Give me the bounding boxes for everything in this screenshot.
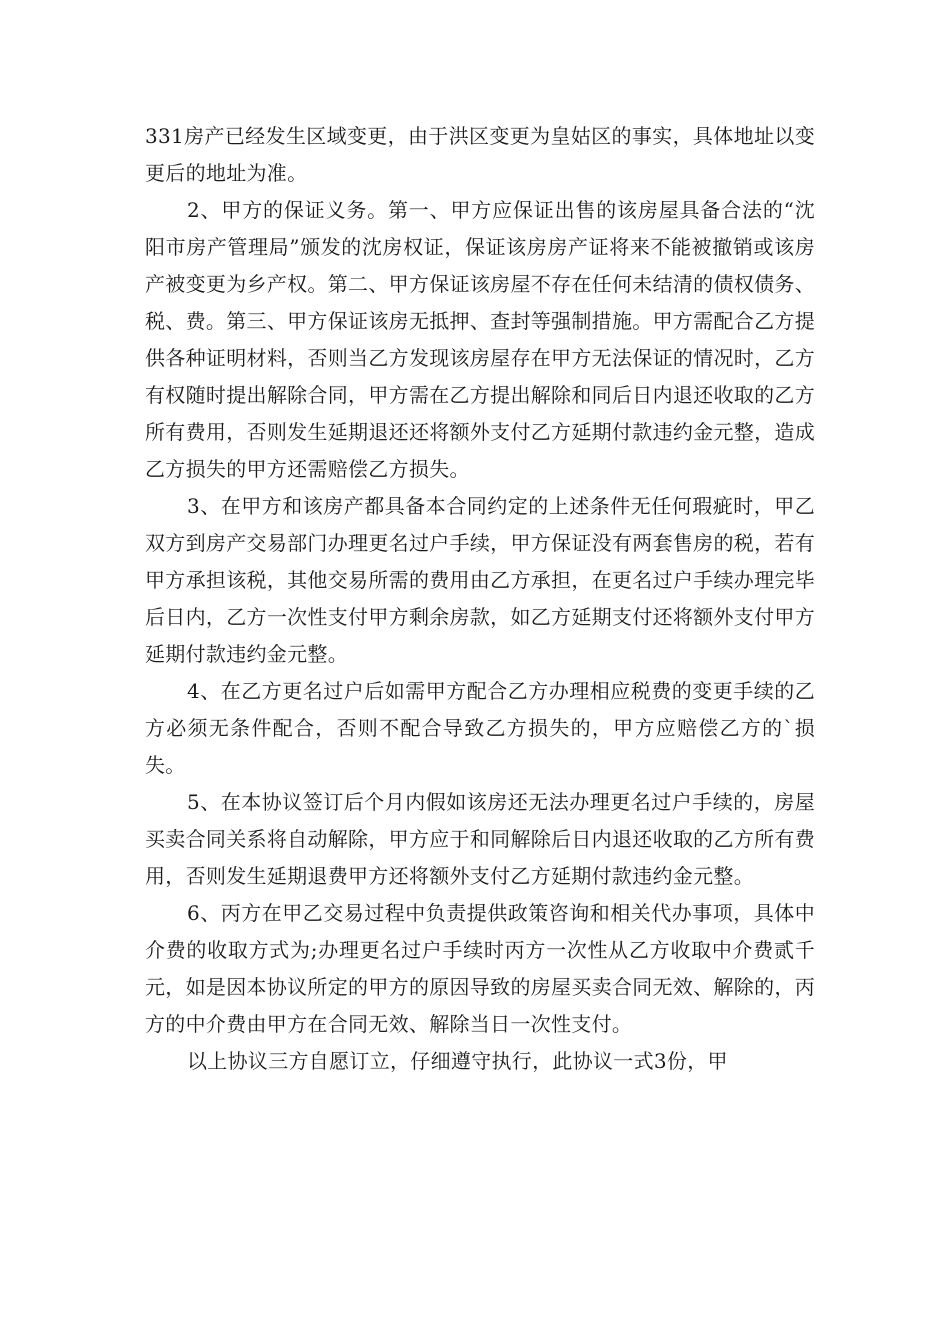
paragraph-closing: 以上协议三方自愿订立，仔细遵守执行，此协议一式3份，甲 <box>187 1049 728 1073</box>
paragraph-clause-4-tax-change: 4、在乙方更名过户后如需甲方配合乙方办理相应税费的变更手续的乙方必须无条件配合，否则不配合导致乙方损失的，甲方应赔偿乙方的`损失。 <box>145 679 815 777</box>
paragraph-clause-3-transfer: 3、在甲方和该房产都具备本合同约定的上述条件无任何瑕疵时，甲乙双方到房产交易部门办理更名过户手续，甲方保证没有两套售房的税，若有甲方承担该税，其他交易所需的费用由乙方承担，在更名过户手续办理完毕后日内，乙方一次性支付甲方剩余房款，如乙方延期支付还将额外支付甲方延期付款违约金元整。 <box>145 494 815 666</box>
document-body <box>145 118 815 1080</box>
paragraph-clause-6-agency-fee: 6、丙方在甲乙交易过程中负责提供政策咨询和相关代办事项，具体中介费的收取方式为;办理更名过户手续时丙方一次性从乙方收取中介费贰千元，如是因本协议所定的甲方的原因导致的房屋买卖合同无效、解除的，丙方的中介费由甲方在合同无效、解除当日一次性支付。 <box>145 901 815 1036</box>
paragraph-address-change: 331房产已经发生区域变更，由于洪区变更为皇姑区的事实，具体地址以变更后的地址为准。 <box>145 124 815 185</box>
paragraph-clause-2-seller-guarantee: 2、甲方的保证义务。第一、甲方应保证出售的该房屋具备合法的“沈阳市房产管理局”颁发的沈房权证，保证该房房产证将来不能被撤销或该房产被变更为乡产权。第二、甲方保证该房屋不存在任何未结清的债权债务、税、费。第三、甲方保证该房无抵押、查封等强制措施。甲方需配合乙方提供各种证明材料，否则当乙方发现该房屋存在甲方无法保证的情况时，乙方有权随时提出解除合同，甲方需在乙方提出解除和同后日内退还收取的乙方所有费用，否则发生延期退还还将额外支付乙方延期付款违约金元整，造成乙方损失的甲方还需赔偿乙方损失。 <box>145 198 815 481</box>
paragraph-clause-5-termination: 5、在本协议签订后个月内假如该房还无法办理更名过户手续的，房屋买卖合同关系将自动解除，甲方应于和同解除后日内退还收取的乙方所有费用，否则发生延期退费甲方还将额外支付乙方延期付款违约金元整。 <box>145 790 815 888</box>
